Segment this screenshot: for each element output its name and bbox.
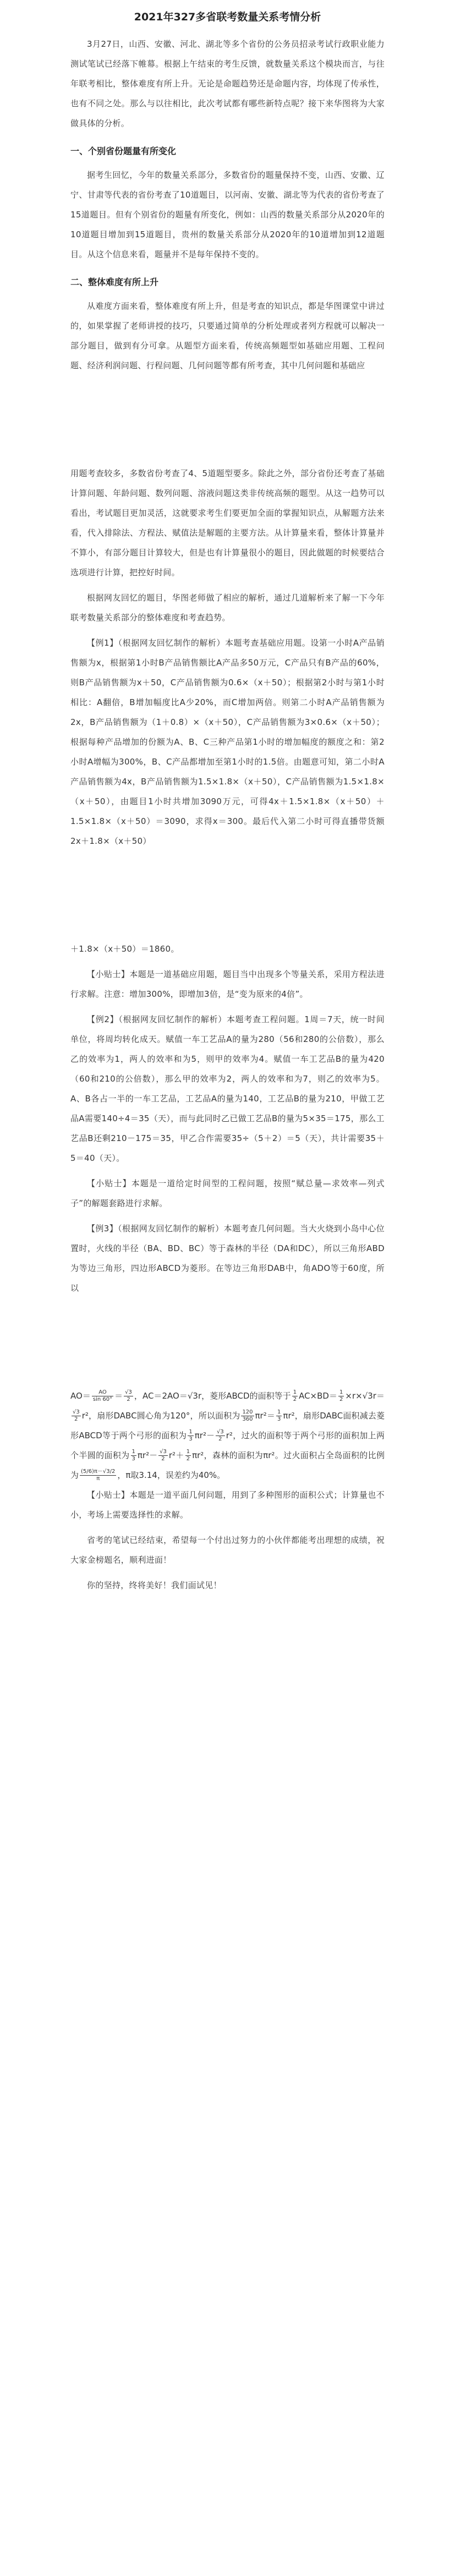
- example-text: （根据网友回忆制作的解析）本题考查基础应用题。设第一小时A产品销售额为x，根据第1小时B产品销售额比A产品多50万元，C产品只有B产品的60%，则B产品销售额为x＋50，C产品销售额为0.6×（x＋50）；根据第2小时与第1小时相比：A翻倍，B增加幅度比A少20%，而C增加两倍。则第二小时A产品销售额为2x，B产品销售额为（1＋0.8）×（x＋50），C产品销售额为3×0.6×（x＋50）；根据每种产品增加的份额为A、B、C三种产品第1小时的增加幅度的额度之和：第2小时A增幅为300%，B、C产品都增加至第1小时的1.5倍。由题意可知，第二小时A产品销售额为4x，B产品销售额为1.5×1.8×（x＋50），C产品销售额为1.5×1.8×（x＋50），由题目1小时共增加3090万元，可得4x＋1.5×1.8×（x＋50）＋1.5×1.8×（x＋50）＝3090，求得x＝300。最后代入第二小时可得直播带货额 2x＋1.8×（x＋50）: [70, 638, 385, 846]
- formula-block: [70, 1386, 385, 1485]
- fraction: $\frac{1}{3}$: [277, 1409, 281, 1422]
- fraction: $\frac{(5/6)\pi-√3/2}{\pi}$: [81, 1469, 116, 1482]
- fraction: $\frac{√3}{2}$: [160, 1449, 167, 1462]
- fraction: $\frac{1}{2}$: [293, 1389, 297, 1402]
- formula-text: AO＝: [70, 1391, 91, 1401]
- fraction: $\frac{1}{3}$: [189, 1429, 193, 1442]
- example-2: [70, 1009, 385, 1168]
- fraction: $\frac{1}{3}$: [131, 1449, 135, 1462]
- example-1: [70, 633, 385, 851]
- formula-text: πr²＝: [255, 1411, 276, 1421]
- formula-text: πr²，森林的面积为πr²。过火面积占全岛面积的比例为: [70, 1450, 385, 1480]
- formula-text: ＝: [114, 1391, 123, 1401]
- tip-label: 【小贴士】: [87, 969, 130, 979]
- tip-3: [70, 1485, 385, 1525]
- formula-text: πr²－: [194, 1431, 215, 1440]
- article-title: 2021年327多省联考数量关系考情分析: [134, 11, 321, 23]
- formula-text: πr²，扇形DABC面积减去菱形ABCD等于两个弓形的面积为: [70, 1411, 385, 1440]
- tip-text: 本题是一道基础应用题，题目当中出现多个等量关系，采用方程法进行求解。注意：增加300%，即增加3倍，是“变为原来的4倍”。: [70, 969, 385, 999]
- formula-text: ×r×√3r＝: [345, 1391, 385, 1401]
- fraction: $\frac{AO}{\sin 60^\circ}$: [92, 1389, 113, 1402]
- section-paragraph: 根据网友回忆的题目，华图老师做了相应的解析，通过几道解析来了解一下今年联考数量关系部分的整体难度和考查趋势。: [70, 593, 385, 623]
- intro-paragraph: 3月27日，山西、安徽、河北、湖北等多个省份的公务员招录考试行政职业能力测试笔试已经落下帷幕。根据上午结束的考生反馈，就数量关系这个模块而言，与往年联考相比，整体难度有所上升。无论是命题趋势还是命题内容，均体现了传承性，也有不同之处。那么与以往相比，此次考试都有哪些新特点呢？接下来华图将为大家做具体的分析。: [70, 39, 385, 128]
- example-text: （根据网友回忆制作的解析）本题考查几何问题。当大火烧到小岛中心位置时，火线的半径（BA、BD、BC）等于森林的半径（DA和DC），所以三角形ABD为等边三角形，四边形ABCD为菱形。在等边三角形DAB中，角ADO等于60度，所以: [70, 1224, 385, 1293]
- section-paragraph: 用题考查较多，多数省份考查了4、5道题型要多。除此之外，部分省份还考查了基础计算问题、年龄问题、数列问题、溶液问题这类非传统高频的题型。从这一趋势可以看出，考试题目更加灵活，这就要求考生们要更加全面的掌握知识点，从解题方法来看，代入排除法、方程法、赋值法是解题的主要方法。从计算量来看，整体计算量并不算小，有部分题目计算较大，但是也有计算量很小的题目，因此做题的时候要结合选项进行计算，把控好时间。: [70, 468, 385, 577]
- example-label: 【例2】: [87, 1014, 119, 1024]
- example-label: 【例3】: [87, 1224, 118, 1234]
- tip-1: [70, 964, 385, 1004]
- fraction: $\frac{√3}{2}$: [125, 1389, 132, 1402]
- formula-text: r²＋: [168, 1450, 184, 1460]
- fraction: $\frac{1}{2}$: [186, 1449, 190, 1462]
- blank-space: [70, 856, 385, 939]
- example-text: （根据网友回忆制作的解析）本题考查工程问题。1周＝7天，统一时间单位，将周均转化成天。赋值一车工艺品A的量为280（56和280的公倍数），那么乙的效率为1，两人的效率和为5，则甲的效率为4。赋值一车工艺品B的量为420（60和210的公倍数），那么甲的效率为2，两人的效率和为7，则乙的效率为5。A、B各占一半的一车工艺品，工艺品A的量为140，工艺品B的量为210，甲做工艺品A需要140÷4＝35（天），而与此同时乙已做工艺品B的量为5×35＝175，那么工艺品B还剩210－175＝35，甲乙合作需要35÷（5＋2）＝5（天），共计需要35＋5＝40（天）。: [70, 1014, 385, 1163]
- tip-label: 【小贴士】: [87, 1490, 130, 1500]
- formula-text: ，π取3.14，误差约为40%。: [117, 1470, 226, 1480]
- formula-text: r²，扇形DABC圆心角为120°，所以面积为: [81, 1411, 240, 1421]
- section-paragraph: 据考生回忆，今年的数量关系部分，多数省份的题量保持不变，山西、安徽、辽宁、甘肃等代表的省份考查了10道题目，以河南、安徽、湖北等为代表的省份考查了15道题目。但有个别省份的题量有所变化，例如：山西的数量关系部分从2020年的10道题目增加到15道题目，贵州的数量关系部分从2020年的10道增加到12道题目。从这个信息来看，题量并不是每年保持不变的。: [70, 170, 385, 259]
- formula-text: ，AC＝2AO＝√3r，菱形ABCD的面积等于: [134, 1391, 291, 1401]
- blank-space: [70, 1303, 385, 1386]
- tip-text: 本题是一道平面几何问题，用到了多种图形的面积公式；计算量也不小，考场上需要选择性的求解。: [70, 1490, 385, 1520]
- closing-paragraph: 你的坚持，终将美好！我们面试见！: [87, 1580, 222, 1590]
- example-continuation: ＋1.8×（x＋50）＝1860。: [70, 944, 179, 954]
- tip-label: 【小贴士】: [87, 1178, 131, 1188]
- formula-text: r²，过火的面积等于两个弓形的面积加上两个半圆的面积为: [70, 1431, 385, 1460]
- formula-text: πr²－: [137, 1450, 158, 1460]
- fraction: $\frac{120}{360}$: [242, 1409, 253, 1422]
- tip-2: [70, 1174, 385, 1213]
- fraction: $\frac{√3}{2}$: [73, 1409, 80, 1422]
- formula-text: AC×BD＝: [299, 1391, 338, 1401]
- example-3: [70, 1219, 385, 1298]
- fraction: $\frac{1}{2}$: [339, 1389, 343, 1402]
- blank-space: [70, 381, 385, 463]
- section-paragraph: 从难度方面来看，整体难度有所上升，但是考查的知识点，都是华图课堂中讲过的，如果掌握了老师讲授的技巧，只要通过简单的分析处理或者列方程就可以解决一部分题目，做到有分可拿。从题型方面来看，传统高频题型如基础应用题、工程问题、经济利润问题、行程问题、几何问题等都有所考查，其中几何问题和基础应: [70, 301, 385, 370]
- article: [70, 10, 385, 1601]
- section-heading: 一、个别省份题量有所变化: [70, 146, 177, 156]
- closing-paragraph: 省考的笔试已经结束，希望每一个付出过努力的小伙伴都能考出理想的成绩，祝大家金榜题名，顺利进面！: [70, 1535, 385, 1565]
- example-label: 【例1】: [87, 638, 118, 648]
- section-heading: 二、整体难度有所上升: [70, 277, 159, 287]
- tip-text: 本题是一道给定时间型的工程问题，按照“赋总量—求效率—列式子”的解题套路进行求解。: [70, 1178, 385, 1208]
- fraction: $\frac{√3}{2}$: [216, 1429, 224, 1442]
